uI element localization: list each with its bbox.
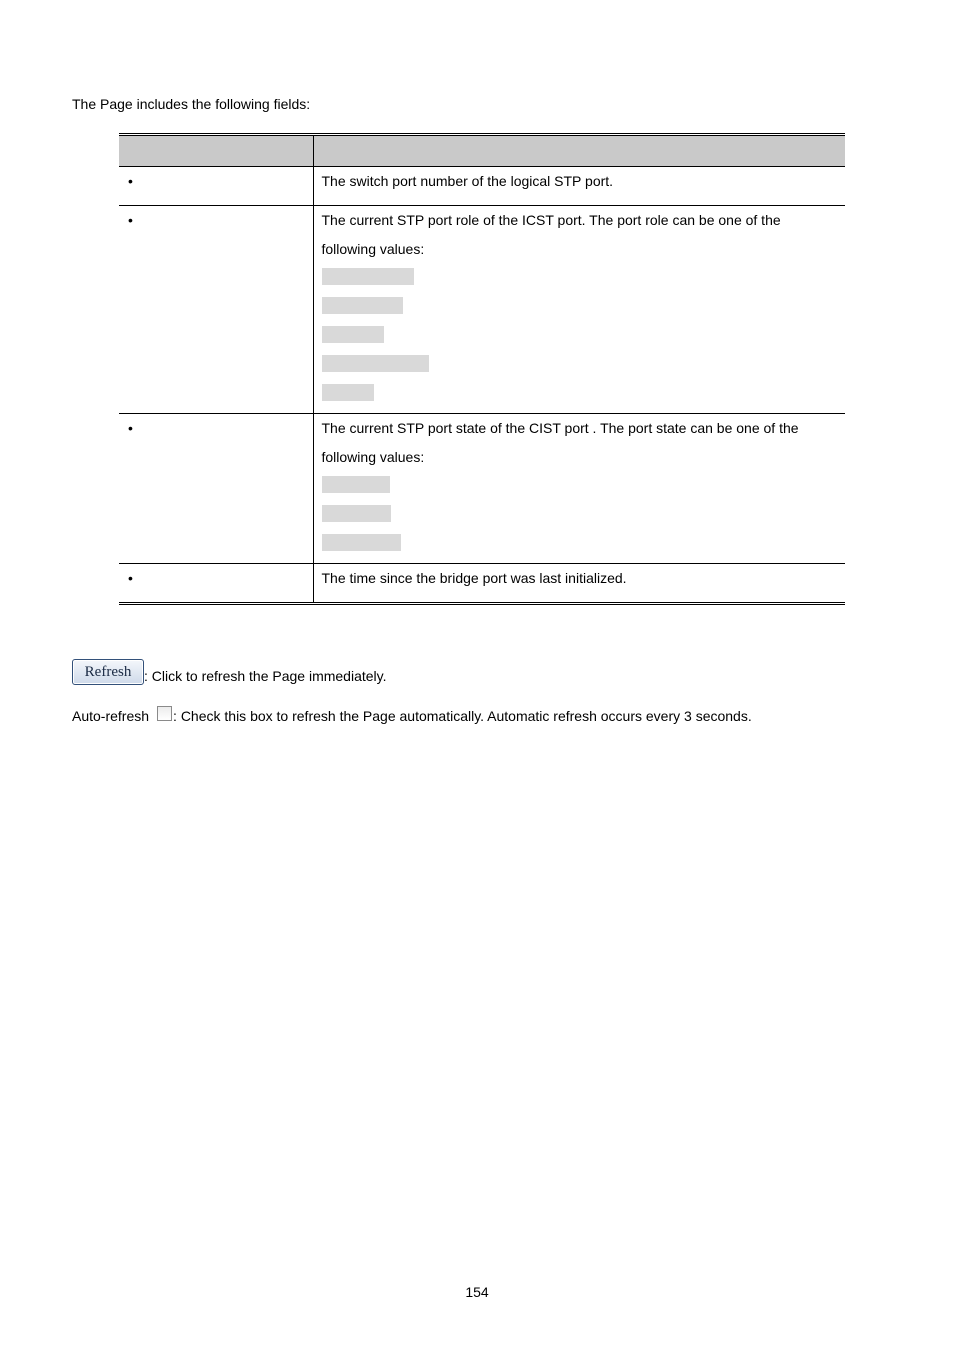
auto-refresh-help-line — [72, 706, 752, 725]
bullet: • — [128, 420, 133, 436]
refresh-button[interactable]: Refresh — [72, 659, 144, 685]
value-item — [322, 326, 384, 343]
auto-refresh-description: : Check this box to refresh the Page automatically. Automatic refresh occurs every 3 seconds. — [173, 708, 752, 724]
auto-refresh-checkbox[interactable] — [157, 706, 172, 721]
page-number: 154 — [465, 1284, 489, 1300]
description-cell — [313, 206, 845, 414]
value-list — [322, 268, 838, 401]
value-item — [322, 505, 391, 522]
description-cell — [313, 564, 845, 604]
table-row — [119, 167, 845, 206]
fields-table — [119, 133, 845, 605]
value-item — [322, 355, 429, 372]
table-row — [119, 206, 845, 414]
parameter-cell — [119, 564, 313, 604]
value-item — [322, 476, 390, 493]
value-item — [322, 534, 401, 551]
bullet: • — [128, 570, 133, 586]
description-text: The current STP port role of the ICST port. The port role can be one of the following values: — [321, 212, 781, 257]
auto-refresh-label: Auto-refresh — [72, 708, 150, 724]
description-cell — [313, 167, 845, 206]
value-item — [322, 384, 374, 401]
description-text: The time since the bridge port was last initialized. — [321, 570, 627, 586]
description-text: The switch port number of the logical STP port. — [321, 173, 614, 189]
header-description — [313, 135, 845, 167]
table-row — [119, 564, 845, 604]
header-object — [119, 135, 313, 167]
parameter-cell — [119, 414, 313, 564]
table-row — [119, 414, 845, 564]
bullet: • — [128, 212, 133, 228]
parameter-cell — [119, 206, 313, 414]
description-text: The current STP port state of the CIST port . The port state can be one of the following values: — [321, 420, 799, 465]
description-cell — [313, 414, 845, 564]
table-header-row — [119, 135, 845, 167]
bullet: • — [128, 173, 133, 189]
value-list — [322, 476, 838, 551]
refresh-help-line — [72, 659, 387, 685]
parameter-cell — [119, 167, 313, 206]
value-item — [322, 268, 414, 285]
intro-text: The Page includes the following fields: — [72, 96, 311, 112]
refresh-description: : Click to refresh the Page immediately. — [144, 668, 387, 684]
value-item — [322, 297, 403, 314]
